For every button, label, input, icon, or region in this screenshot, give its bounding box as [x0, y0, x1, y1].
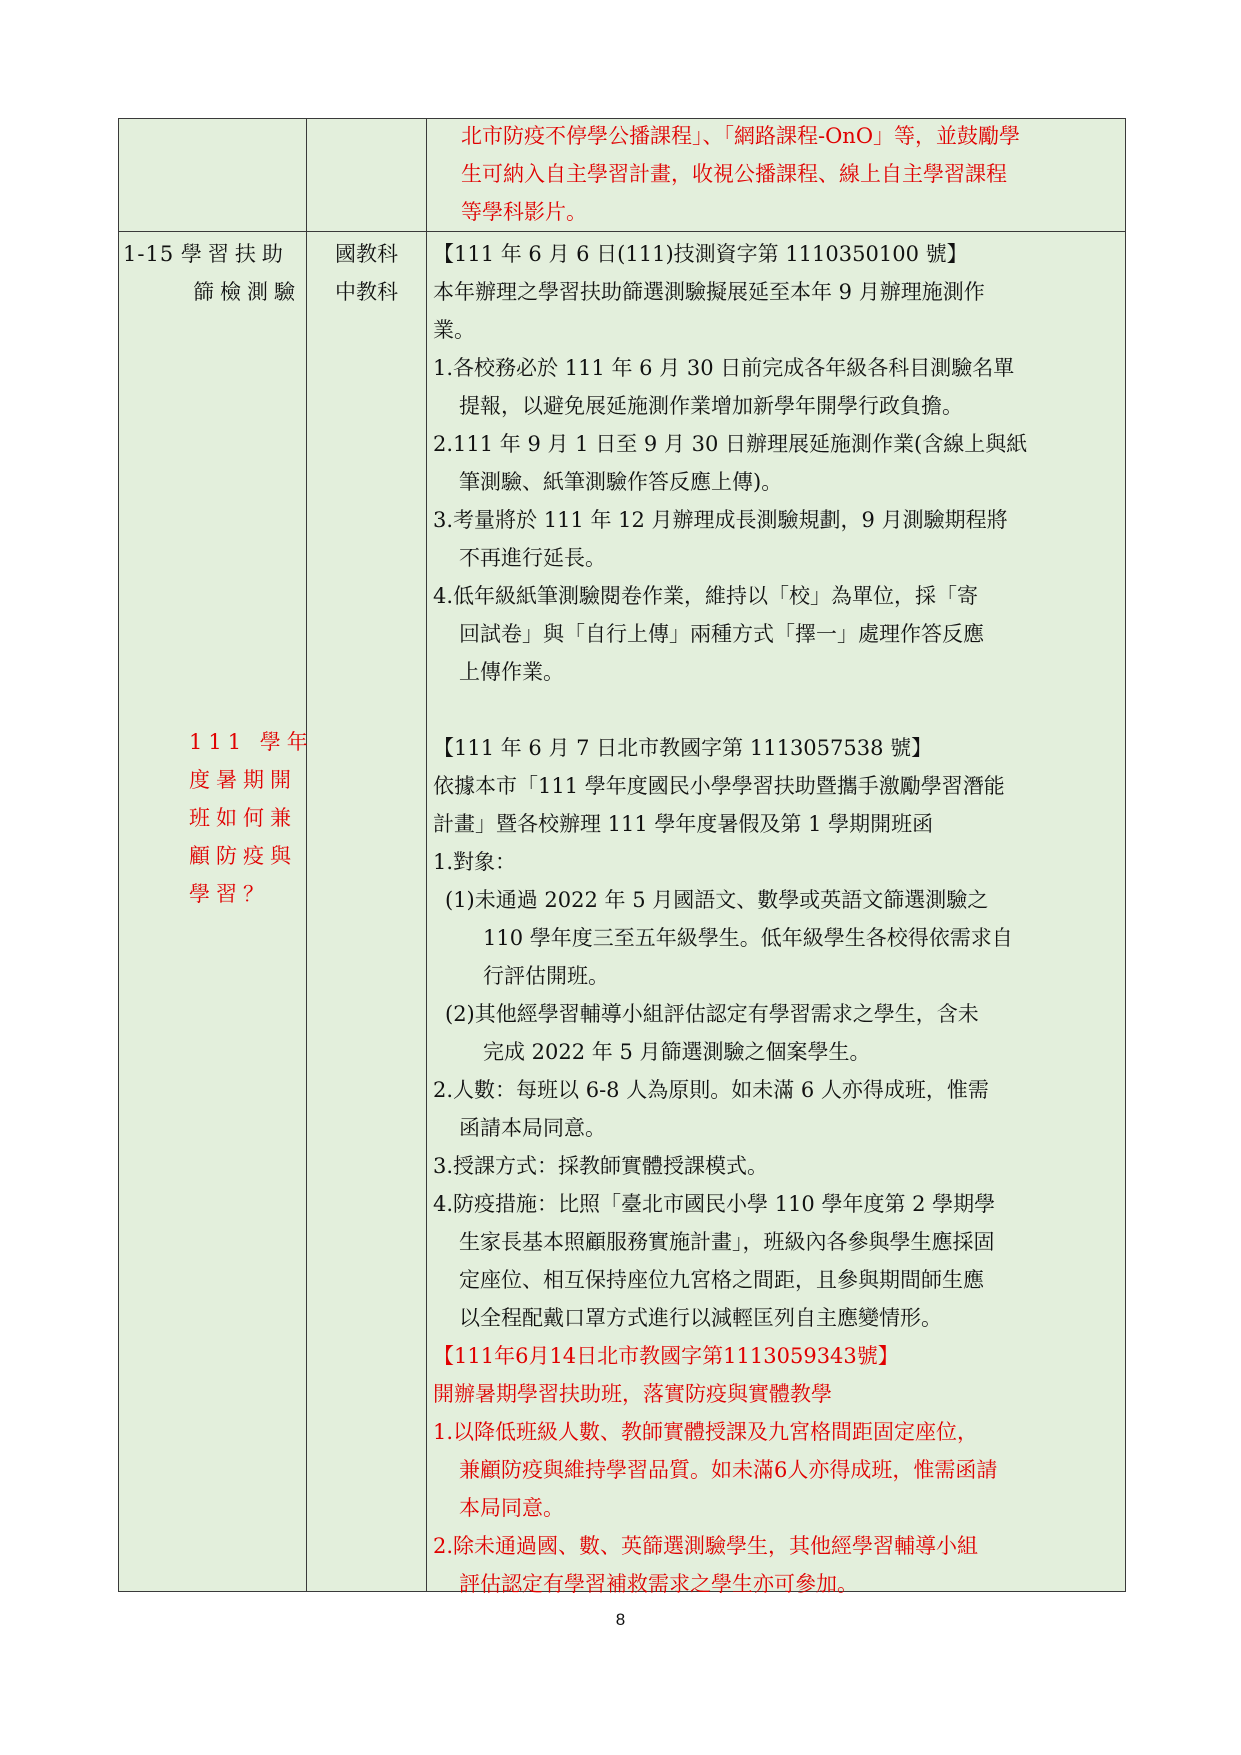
question-line: 班如何兼 [189, 806, 297, 830]
list-item: 4.低年級紙筆測驗閱卷作業，維持以「校」為單位，採「寄 [433, 584, 979, 608]
content-cell [433, 235, 1027, 1603]
question-line: 度暑期開 [189, 768, 297, 792]
sub-item-cont: 行評估開班。 [483, 964, 609, 988]
sub-item: (1)未通過 2022 年 5 月國語文、數學或英語文篩選測驗之 [445, 888, 989, 912]
list-item-cont: 筆測驗、紙筆測驗作答反應上傳)。 [459, 470, 783, 494]
text-line: 業。 [433, 318, 475, 342]
question-line: 顧防疫與 [189, 844, 297, 868]
row-number: 1-15 [123, 242, 175, 266]
department-cell [335, 235, 398, 311]
sub-item-cont: 完成 2022 年 5 月篩選測驗之個案學生。 [483, 1040, 871, 1064]
list-item-cont: 本局同意。 [459, 1496, 564, 1520]
department-line: 中教科 [335, 280, 398, 304]
text-line: 本年辦理之學習扶助篩選測驗擬展延至本年 9 月辦理施測作 [433, 280, 985, 304]
sub-item: (2)其他經學習輔導小組評估認定有學習需求之學生，含未 [445, 1002, 979, 1026]
row-divider [119, 231, 1125, 232]
question-line: 學習？ [189, 882, 270, 906]
question-line: 111 學年 [189, 730, 314, 754]
question-cell [189, 723, 314, 913]
list-item-cont: 定座位、相互保持座位九宮格之間距，且參與期間師生應 [459, 1268, 984, 1292]
list-item: 2.除未通過國、數、英篩選測驗學生，其他經學習輔導小組 [433, 1534, 979, 1558]
list-item: 2.111 年 9 月 1 日至 9 月 30 日辦理展延施測作業(含線上與紙 [433, 432, 1028, 456]
list-item: 1.各校務必於 111 年 6 月 30 日前完成各年級各科目測驗名單 [433, 356, 1015, 380]
document-table [118, 118, 1126, 1596]
list-item-cont: 評估認定有學習補救需求之學生亦可參加。 [459, 1572, 858, 1596]
list-item: 3.考量將於 111 年 12 月辦理成長測驗規劃，9 月測驗期程將 [433, 508, 1008, 532]
text-line: 生可納入自主學習計畫，收視公播課程、線上自主學習課程 [461, 162, 1007, 186]
text-line: 開辦暑期學習扶助班，落實防疫與實體教學 [433, 1382, 832, 1406]
list-item-cont: 回試卷」與「自行上傳」兩種方式「擇一」處理作答反應 [459, 622, 984, 646]
list-item-cont: 不再進行延長。 [459, 546, 606, 570]
page-number: 8 [615, 1610, 626, 1629]
text-line: 計畫」暨各校辦理 111 學年度暑假及第 1 學期開班函 [433, 812, 934, 836]
row-number-topic [123, 235, 301, 311]
text-line: 等學科影片。 [461, 200, 587, 224]
notice-header: 【111 年 6 月 6 日(111)技測資字第 1110350100 號】 [433, 242, 968, 266]
sub-item-cont: 110 學年度三至五年級學生。低年級學生各校得依需求自 [483, 926, 1013, 950]
list-item: 4.防疫措施：比照「臺北市國民小學 110 學年度第 2 學期學 [433, 1192, 996, 1216]
text-line: 依據本市「111 學年度國民小學學習扶助暨攜手激勵學習潛能 [433, 774, 1005, 798]
notice-header: 【111 年 6 月 7 日北市教國字第 1113057538 號】 [433, 736, 933, 760]
list-item-cont: 以全程配戴口罩方式進行以減輕匡列自主應變情形。 [459, 1306, 942, 1330]
list-item: 1.對象： [433, 850, 517, 874]
list-item-cont: 生家長基本照顧服務實施計畫」，班級內各參與學生應採固 [459, 1230, 995, 1254]
top-row-content [461, 117, 1020, 231]
list-item: 1.以降低班級人數、教師實體授課及九宮格間距固定座位， [433, 1420, 979, 1444]
topic-line-2: 篩檢測驗 [193, 280, 301, 304]
list-item: 2.人數：每班以 6-8 人為原則。如未滿 6 人亦得成班，惟需 [433, 1078, 989, 1102]
list-item-cont: 函請本局同意。 [459, 1116, 606, 1140]
text-line: 北市防疫不停學公播課程」、「網路課程-OnO」等，並鼓勵學 [461, 124, 1021, 148]
list-item-cont: 兼顧防疫與維持學習品質。如未滿6人亦得成班，惟需函請 [459, 1458, 998, 1482]
list-item: 3.授課方式：採教師實體授課模式。 [433, 1154, 769, 1178]
topic-text: 學習扶助 [180, 242, 289, 266]
column-divider-2 [426, 119, 427, 1591]
topic-line-1 [123, 235, 301, 273]
list-item-cont: 上傳作業。 [459, 660, 564, 684]
notice-header: 【111年6月14日北市教國字第1113059343號】 [433, 1344, 899, 1368]
department-line: 國教科 [335, 242, 398, 266]
list-item-cont: 提報，以避免展延施測作業增加新學年開學行政負擔。 [459, 394, 963, 418]
